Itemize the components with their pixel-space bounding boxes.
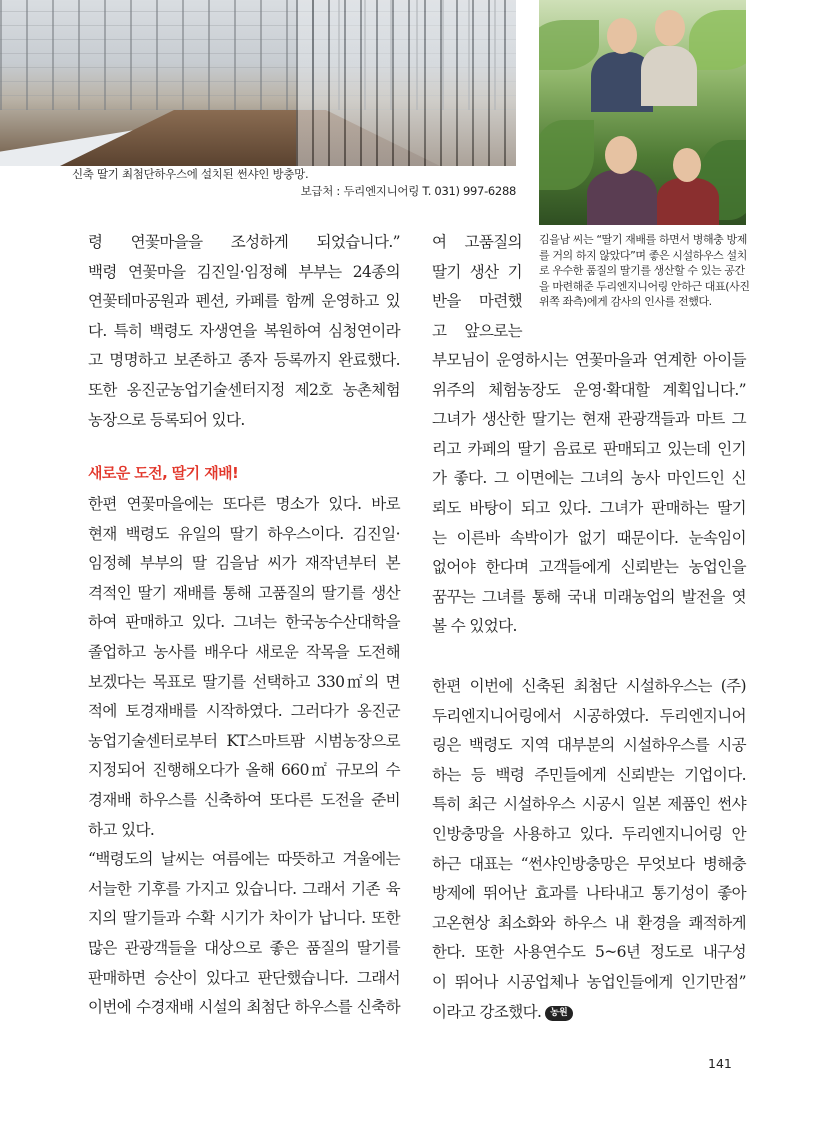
text-line: 다. 특히 백령도 자생연을 복원하여 심청연이라 <box>88 321 400 340</box>
greenhouse-photo-caption <box>72 166 516 200</box>
text-line: 보겠다는 목표로 딸기를 선택하고 330㎡의 면 <box>88 672 400 691</box>
text-line: 지정되어 진행해오다가 올해 660㎡ 규모의 수 <box>88 761 400 780</box>
text-line: 경재배 하우스를 신축하여 또다른 도전을 준비 <box>88 790 400 809</box>
text-line: 한다. 또한 사용연수도 5~6년 정도로 내구성 <box>432 943 746 962</box>
text-line-final <box>432 998 746 1028</box>
text-line: 가 좋다. 그 이면에는 그녀의 농사 마인드인 신 <box>432 469 746 488</box>
text-line: 하근 대표는 “썬샤인방충망은 무엇보다 병해충 <box>432 854 746 873</box>
text-line: 두리엔지니어링에서 시공하였다. 두리엔지니어 <box>432 706 746 725</box>
text-line: 반을 마련했 <box>432 292 522 311</box>
text-line: 졸업하고 농사를 배우다 새로운 작목을 도전해 <box>88 642 400 661</box>
text-line: 는 이른바 속박이가 없기 때문이다. 눈속임이 <box>432 528 746 547</box>
text-line: 서늘한 기후를 가지고 있습니다. 그래서 기존 육 <box>88 879 400 898</box>
page-number: 141 <box>708 1056 732 1071</box>
text-line: “백령도의 날씨는 여름에는 따뜻하고 겨울에는 <box>88 850 400 869</box>
greenhouse-photo <box>0 0 516 166</box>
person-head <box>655 10 685 46</box>
text-line: 판매하면 승산이 있다고 판단했습니다. 그래서 <box>88 968 400 987</box>
people-photo-caption: 김을남 씨는 “딸기 재배를 하면서 병해충 방제를 거의 하지 않았다”며 좋은 시설하우스 설치로 우수한 품질의 딸기를 생산할 수 있는 공간을 마련해준 두리엔지니어링 안하근 대표(사진 위쪽 좌측)에게 감사의 인사를 전했다. <box>539 233 750 308</box>
middle-column <box>432 228 522 346</box>
text-line: 특히 최근 시설하우스 시공시 일본 제품인 썬샤 <box>432 795 746 814</box>
text-line: 위주의 체험농장도 운영·확대할 계획입니다.” <box>432 380 746 399</box>
text-line: 현재 백령도 유일의 딸기 하우스이다. 김진일· <box>88 524 400 543</box>
text-line: 볼 수 있었다. <box>432 617 517 636</box>
text-line: 연꽃테마공원과 펜션, 카페를 함께 운영하고 있 <box>88 292 400 311</box>
leaf-shape <box>539 120 594 190</box>
text-line: 방제에 뛰어난 효과를 나타내고 통기성이 좋아 <box>432 884 746 903</box>
text-line-final-text: 이라고 강조했다. <box>432 1002 542 1021</box>
caption-supplier-line: 보급처 : 두리엔지니어링 T. 031) 997-6288 <box>300 184 516 198</box>
text-line: 고 명명하고 보존하고 종자 등록까지 완료했다. <box>88 351 400 370</box>
person-shirt <box>657 178 719 225</box>
text-line: 적에 토경재배를 시작하였다. 그러다가 옹진군 <box>88 702 400 721</box>
text-line: 그녀가 생산한 딸기는 현재 관광객들과 마트 그 <box>432 410 746 429</box>
text-line: 링은 백령도 지역 대부분의 시설하우스를 시공 <box>432 736 746 755</box>
text-line: 농장으로 등록되어 있다. <box>88 410 245 429</box>
text-line: 부모님이 운영하시는 연꽃마을과 연계한 아이들 <box>432 351 746 369</box>
text-line: 또한 옹진군농업기술센터지정 제2호 농촌체험 <box>88 380 400 399</box>
leaf-shape <box>689 10 746 70</box>
text-line: 많은 관광객들을 대상으로 좋은 품질의 딸기를 <box>88 938 400 957</box>
right-column-bottom <box>432 672 746 1027</box>
text-line: 령 연꽃마을을 조성하게 되었습니다.” <box>88 233 400 251</box>
text-line: 지의 딸기들과 수확 시기가 차이가 납니다. 또한 <box>88 909 400 928</box>
text-line: 뢰도 바탕이 되고 있다. 그녀가 판매하는 딸기 <box>432 498 746 517</box>
people-photo <box>539 0 746 225</box>
person-head <box>605 136 637 174</box>
right-column-top <box>432 346 746 642</box>
caption-line: 신축 딸기 최첨단하우스에 설치된 썬샤인 방충망. <box>72 167 309 181</box>
text-line: 하는 등 백령 주민들에게 신뢰받는 기업이다. <box>432 765 746 784</box>
text-line: 하여 판매하고 있다. 그녀는 한국농수산대학을 <box>88 613 400 632</box>
text-line: 고 앞으로는 <box>432 321 522 340</box>
end-mark-badge: 농원 <box>545 1006 572 1021</box>
text-line: 농업기술센터로부터 KT스마트팜 시범농장으로 <box>88 731 400 750</box>
text-line: 고온현상 최소화와 하우스 내 환경을 쾌적하게 <box>432 913 746 932</box>
text-line: 인방충망을 사용하고 있다. 두리엔지니어링 안 <box>432 824 746 843</box>
text-line: 격적인 딸기 재배를 통해 고품질의 딸기를 생산 <box>88 583 400 602</box>
text-line: 없어야 한다며 고객들에게 신뢰받는 농업인을 <box>432 558 746 577</box>
person-head <box>673 148 701 182</box>
text-line: 이번에 수경재배 시설의 최첨단 하우스를 신축하 <box>88 998 400 1017</box>
section-heading: 새로운 도전, 딸기 재배! <box>88 464 239 482</box>
person-head <box>607 18 637 54</box>
text-line: 이 뛰어나 시공업체나 농업인들에게 인기만점” <box>432 972 746 991</box>
text-line: 한편 연꽃마을에는 또다른 명소가 있다. 바로 <box>88 495 400 513</box>
text-line: 임정혜 부부의 딸 김을남 씨가 재작년부터 본 <box>88 554 400 573</box>
text-line: 꿈꾸는 그녀를 통해 국내 미래농업의 발전을 엿 <box>432 587 746 606</box>
person-shirt <box>587 170 657 225</box>
text-line: 하고 있다. <box>88 820 155 839</box>
text-line: 리고 카페의 딸기 음료로 판매되고 있는데 인기 <box>432 439 746 458</box>
left-column-bottom <box>88 490 400 1023</box>
leaf-shape <box>539 20 599 70</box>
greenhouse-insect-net-wall <box>296 0 516 166</box>
text-line: 딸기 생산 기 <box>432 262 522 281</box>
text-line: 한편 이번에 신축된 최첨단 시설하우스는 (주) <box>432 677 746 695</box>
text-line: 여 고품질의 <box>432 233 522 251</box>
person-shirt <box>641 46 697 106</box>
text-line: 백령 연꽃마을 김진일·임정혜 부부는 24종의 <box>88 262 400 281</box>
left-column-top <box>88 228 400 435</box>
